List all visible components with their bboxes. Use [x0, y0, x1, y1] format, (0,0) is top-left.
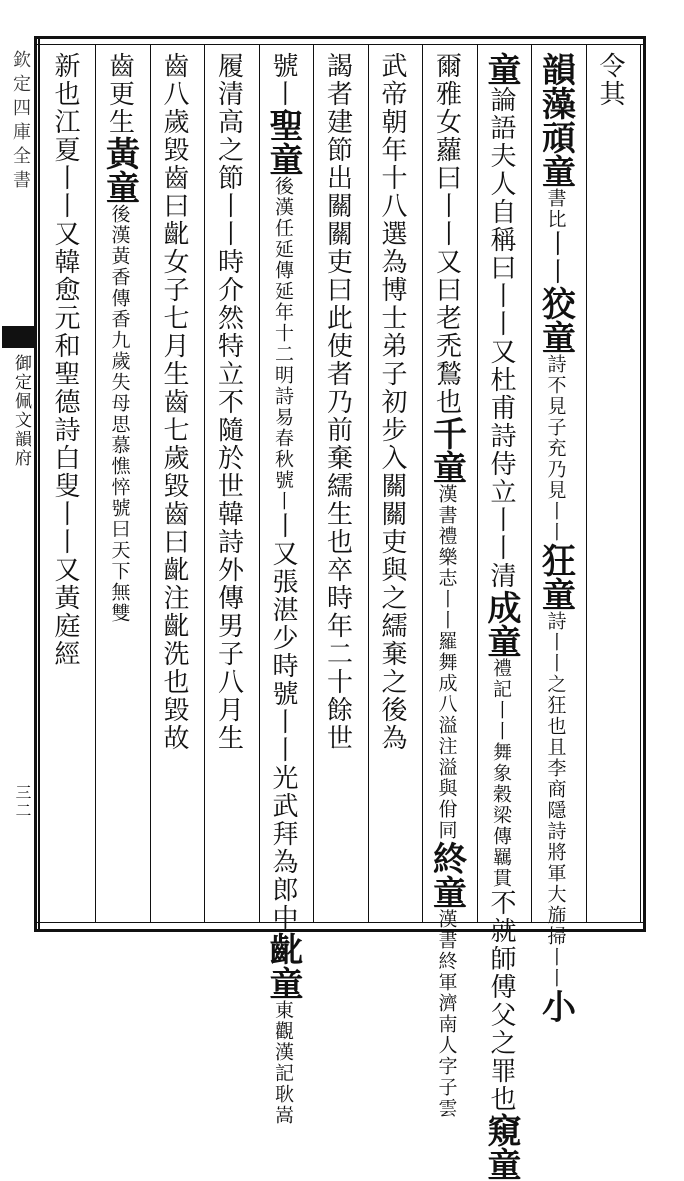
body-text: 丨又張湛少時號丨丨光武拜為郎中 [268, 512, 298, 932]
body-text: 爾雅女蘿曰丨丨又曰老禿鶖也 [431, 52, 462, 416]
text-column-c2 [533, 52, 584, 1023]
body-text: 江夏丨丨又韓愈元和聖德詩白叟丨丨又黃庭經 [50, 108, 80, 668]
annotation-text: 東觀漢記耿嵩 [272, 1000, 294, 1126]
fish-tail-mark [2, 326, 36, 348]
body-text: 不就師傅父之罪也 [486, 889, 516, 1113]
headword: 聖童 [263, 108, 303, 176]
text-column-c9 [152, 52, 203, 918]
annotation-text: 詩丨丨之狂也且李商隱詩將軍大旆掃丨丨 [544, 611, 567, 989]
column-rule [586, 44, 587, 922]
text-column-c5 [370, 52, 421, 918]
body-text: 新也 [50, 52, 80, 108]
body-text: 謁者建節出關關吏曰此使者乃前棄繻生也卒時年二十餘世 [322, 52, 353, 752]
body-text: 論語夫人自稱曰丨丨又杜甫詩侍立丨丨清 [486, 86, 516, 590]
column-rule [531, 44, 532, 922]
headword: 小 [535, 989, 576, 1023]
headword: 千童 [426, 416, 467, 484]
column-rule [640, 44, 641, 922]
annotation-text: 後漢任延傳延年十二明詩易春秋號丨 [272, 176, 294, 512]
body-text: 令其 [595, 52, 625, 108]
headword: 窺童 [481, 1113, 521, 1181]
text-column-c10 [97, 52, 148, 918]
body-text: 履清高之節丨丨時介然特立不隨於世韓詩外傳男子八月生 [213, 52, 244, 752]
column-rule [477, 44, 478, 922]
headword: 童 [481, 52, 521, 86]
annotation-text: 禮記丨丨舞象穀梁傳羈貫 [490, 658, 512, 889]
text-column-c8 [206, 52, 257, 918]
text-column-c3 [479, 52, 530, 1181]
text-column-c11 [43, 52, 94, 918]
body-text: 齒八歲毀齒曰齔女子七月生齒七歲毀齒曰齔注齔洗也毀故 [159, 52, 189, 752]
headword: 終童 [426, 841, 467, 909]
border-inner-top [34, 44, 646, 45]
fold-margin [0, 36, 40, 932]
column-rule [368, 44, 369, 922]
margin-edge-text: 欽定四庫全書 [10, 50, 31, 194]
body-text: 齒更生 [104, 52, 135, 136]
text-column-c6 [315, 52, 366, 918]
column-rule [95, 44, 96, 922]
annotation-text: 漢書禮樂志丨丨羅舞成八溢注溢與佾同 [435, 484, 458, 841]
column-rule [150, 44, 151, 922]
text-column-c4 [424, 52, 475, 1119]
headword: 韻藻 [535, 52, 576, 120]
column-rule [422, 44, 423, 922]
headword: 成童 [481, 590, 521, 658]
text-column-c7 [261, 52, 312, 1126]
headword: 狡童 [535, 286, 576, 354]
headword: 狂童 [535, 543, 576, 611]
annotation-text: 漢書終軍濟南人字子雲 [435, 909, 458, 1119]
column-rule [259, 44, 260, 922]
body-text: 號丨 [268, 52, 298, 108]
headword: 黃童 [99, 136, 140, 204]
margin-page-number: 三二 [13, 784, 32, 820]
column-rule [313, 44, 314, 922]
margin-book-title: 御定佩文韻府 [11, 354, 31, 468]
text-column-c1 [588, 52, 639, 918]
annotation-text: 書比 [544, 188, 567, 230]
annotation-text: 後漢黃香傳香九歲失母思慕憔悴號曰天下無雙 [108, 204, 131, 624]
annotation-text: 詩不見子充乃見丨丨 [544, 354, 567, 543]
body-text: 武帝朝年十八選為博士弟子初步入關關吏與之繻棄之後為 [377, 52, 407, 752]
headword: 頑童 [535, 120, 576, 188]
headword: 齔童 [263, 932, 303, 1000]
body-text: 丨丨 [540, 230, 571, 286]
column-rule [204, 44, 205, 922]
